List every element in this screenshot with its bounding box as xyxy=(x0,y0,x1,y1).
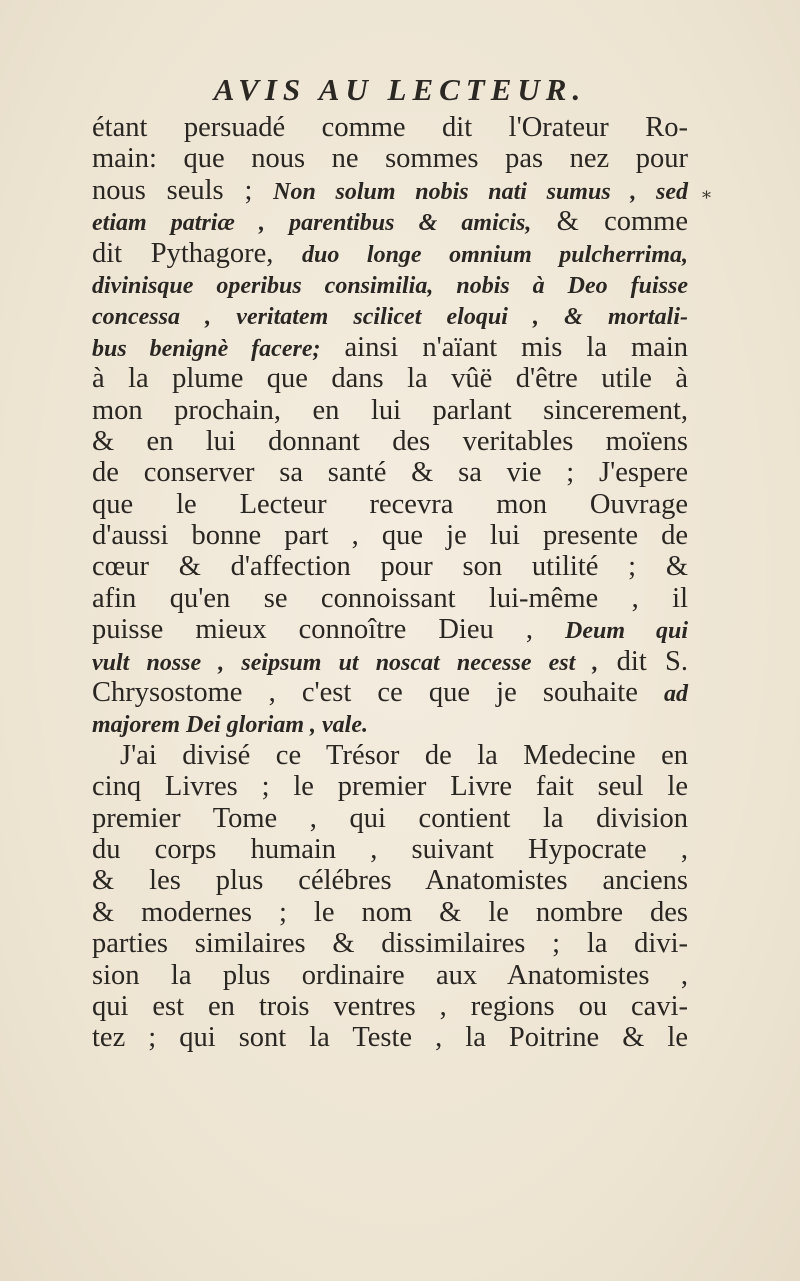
roman-text: à la plume que dans la vûë d'être utile à xyxy=(92,363,688,395)
paragraph2-line xyxy=(92,803,688,834)
roman-text: & modernes ; le nom & le nombre des xyxy=(92,896,688,928)
roman-text: & comme xyxy=(531,206,688,238)
paragraph1-line xyxy=(92,457,688,488)
roman-text: ainsi n'aïant mis la main xyxy=(320,331,688,363)
roman-text: d'aussi bonne part , que je lui presente de xyxy=(92,520,688,552)
margin-asterisk: * xyxy=(702,188,711,209)
paragraph1-line xyxy=(92,551,688,582)
italic-latin-text: etiam patriæ , parentibus & amicis, xyxy=(92,210,532,237)
paragraph2-line xyxy=(92,960,688,991)
roman-text: main: que nous ne sommes pas nez pour xyxy=(92,143,688,175)
roman-text: sion la plus ordinaire aux Anatomistes , xyxy=(92,959,688,991)
italic-latin-text: divinisque operibus consimilia, nobis à Deo fuisse xyxy=(92,272,688,299)
roman-text: cinq Livres ; le premier Livre fait seul le xyxy=(92,771,688,803)
roman-text: tez ; qui sont la Teste , la Poitrine & le xyxy=(92,1022,688,1054)
roman-text: & en lui donnant des veritables moïens xyxy=(92,425,688,457)
roman-text: Chrysostome , c'est ce que je souhaite xyxy=(92,677,664,709)
roman-text: puisse mieux connoître Dieu , xyxy=(92,614,566,646)
roman-text: que le Lecteur recevra mon Ouvrage xyxy=(92,488,688,520)
paragraph1-line xyxy=(92,206,688,237)
page-body-text xyxy=(92,112,688,1054)
paragraph1-line xyxy=(92,583,688,614)
roman-text: mon prochain, en lui parlant sincerement, xyxy=(92,394,688,426)
paragraph2-line xyxy=(92,865,688,896)
running-header: AVIS AU LECTEUR. xyxy=(213,72,587,107)
italic-latin-text: majorem Dei gloriam , vale. xyxy=(92,712,368,739)
paragraph1-line xyxy=(92,238,688,269)
paragraph1-line xyxy=(92,646,688,677)
roman-text: qui est en trois ventres , regions ou cavi- xyxy=(92,990,688,1022)
paragraph2-line xyxy=(92,1022,688,1053)
italic-latin-text: ad xyxy=(664,681,688,708)
paragraph2-line xyxy=(92,991,688,1022)
paragraph1-line xyxy=(92,363,688,394)
roman-text: premier Tome , qui contient la division xyxy=(92,802,688,834)
roman-text: cœur & d'affection pour son utilité ; & xyxy=(92,551,688,583)
paragraph2-line xyxy=(92,740,688,771)
paragraph1-line xyxy=(92,426,688,457)
paragraph1-line xyxy=(92,112,688,143)
roman-text: J'ai divisé ce Trésor de la Medecine en xyxy=(120,739,688,771)
paragraph1-line xyxy=(92,175,688,206)
roman-text: étant persuadé comme dit l'Orateur Ro- xyxy=(92,112,688,143)
paragraph1-line xyxy=(92,332,688,363)
roman-text: de conserver sa santé & sa vie ; J'espere xyxy=(92,457,688,489)
roman-text: du corps humain , suivant Hypocrate , xyxy=(92,833,688,865)
paragraph1-line xyxy=(92,520,688,551)
roman-text: dit S. xyxy=(598,645,688,677)
italic-latin-text: concessa , veritatem scilicet eloqui , & mortali- xyxy=(92,304,688,331)
roman-text: nous seuls ; xyxy=(92,174,274,206)
italic-latin-text: vult nosse , seipsum ut noscat necesse est , xyxy=(92,649,599,676)
paragraph1-line xyxy=(92,614,688,645)
paragraph1-line xyxy=(92,395,688,426)
paragraph1-line xyxy=(92,300,688,331)
paragraph1-line xyxy=(92,489,688,520)
roman-text: parties similaires & dissimilaires ; la divi- xyxy=(92,928,688,960)
paragraph1-line xyxy=(92,708,688,739)
italic-latin-text: Non solum nobis nati sumus , sed xyxy=(273,178,689,205)
paragraph2-line xyxy=(92,834,688,865)
paragraph1-line xyxy=(92,677,688,708)
italic-latin-text: Deum qui xyxy=(565,618,688,645)
roman-text: dit Pythagore, xyxy=(92,237,303,269)
paragraph2-line xyxy=(92,897,688,928)
paragraph1-line xyxy=(92,269,688,300)
italic-latin-text: duo longe omnium pulcherrima, xyxy=(302,241,688,268)
paragraph2-line xyxy=(92,928,688,959)
paragraph2-line xyxy=(92,771,688,802)
italic-latin-text: bus benignè facere; xyxy=(92,335,321,362)
roman-text: & les plus célébres Anatomistes anciens xyxy=(92,865,688,897)
roman-text: afin qu'en se connoissant lui-même , il xyxy=(92,582,688,614)
paragraph1-line xyxy=(92,143,688,174)
